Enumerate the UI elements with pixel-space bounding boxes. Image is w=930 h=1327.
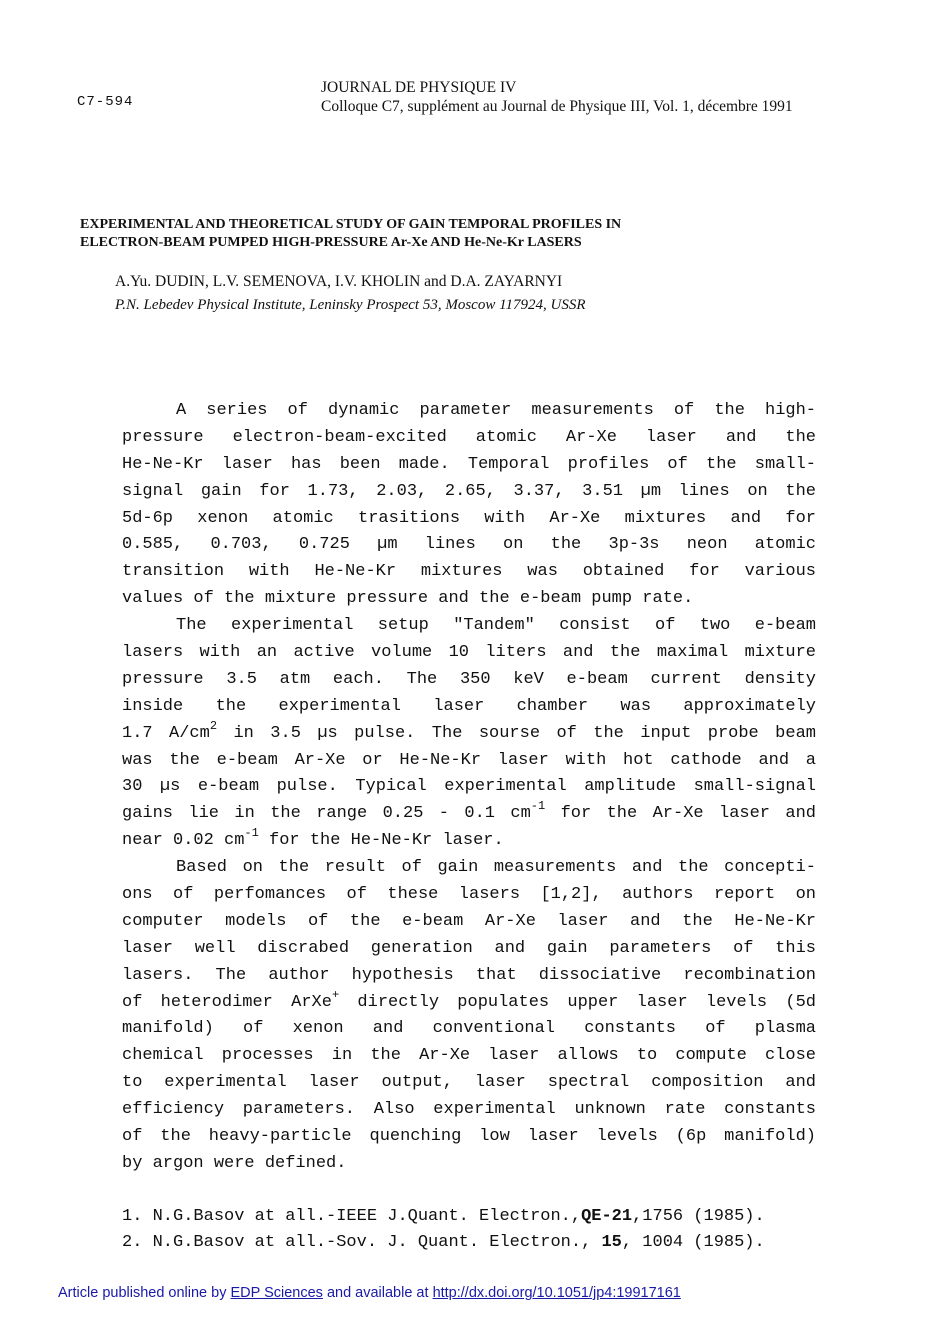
body-line: chemical processes in the Ar-Xe laser allows to compute close — [122, 1046, 816, 1066]
body-line: of the heavy-particle quenching low laser levels (6p manifold) — [122, 1127, 816, 1147]
doi-link[interactable]: http://dx.doi.org/10.1051/jp4:19917161 — [432, 1285, 681, 1301]
body-line: lasers with an active volume 10 liters and the maximal mixture — [122, 643, 816, 663]
body-line — [122, 718, 816, 748]
footer-text: and available at — [322, 1285, 433, 1301]
body-line: 0.585, 0.703, 0.725 µm lines on the 3p-3s neon atomic — [122, 535, 816, 555]
superscript: -1 — [244, 826, 259, 841]
reference-text: ,1756 (1985). — [632, 1207, 765, 1226]
text-run: in 3.5 µs pulse. The sourse of the input probe beam — [217, 723, 816, 743]
body-line: He-Ne-Kr laser has been made. Temporal profiles of the small- — [122, 454, 816, 474]
reference-text: 2. N.G.Basov at all.-Sov. J. Quant. Electron., — [122, 1233, 602, 1252]
body-line: by argon were defined. — [122, 1153, 347, 1173]
body-line: The experimental setup "Tandem" consist of two e-beam — [176, 616, 816, 636]
body-line: 30 µs e-beam pulse. Typical experimental amplitude small-signal — [122, 777, 816, 797]
text-run: for the He-Ne-Kr laser. — [258, 831, 504, 851]
body-line — [122, 801, 816, 828]
body-line: transition with He-Ne-Kr mixtures was obtained for various — [122, 562, 816, 582]
text-run: directly populates upper laser levels (5d — [339, 992, 816, 1012]
superscript: -1 — [530, 799, 546, 814]
body-line: computer models of the e-beam Ar-Xe laser and the He-Ne-Kr — [122, 911, 816, 931]
superscript: 2 — [209, 718, 218, 733]
journal-subtitle: Colloque C7, supplément au Journal de Physique III, Vol. 1, décembre 1991 — [321, 98, 793, 115]
reference-item — [122, 1230, 816, 1256]
footer-text: Article published online by — [58, 1285, 231, 1301]
body-line: ons of perfomances of these lasers [1,2], authors report on — [122, 885, 816, 905]
paper-title-line: ELECTRON-BEAM PUMPED HIGH-PRESSURE Ar-Xe AND He-Ne-Kr LASERS — [80, 235, 582, 250]
text-run: near 0.02 cm — [122, 831, 245, 851]
body-line: signal gain for 1.73, 2.03, 2.65, 3.37, 3.51 µm lines on the — [122, 481, 816, 501]
body-line: A series of dynamic parameter measurements of the high- — [176, 401, 816, 420]
body-line: to experimental laser output, laser spectral composition and — [122, 1073, 816, 1093]
superscript: + — [331, 987, 340, 1002]
text-run: for the Ar-Xe laser and — [545, 804, 816, 824]
reference-text: , 1004 (1985). — [621, 1233, 765, 1252]
body-line: pressure 3.5 atm each. The 350 keV e-beam current density — [122, 669, 816, 689]
body-line: values of the mixture pressure and the e-beam pump rate. — [122, 589, 694, 609]
body-line: inside the experimental laser chamber was approximately — [122, 696, 816, 716]
authors: A.Yu. DUDIN, L.V. SEMENOVA, I.V. KHOLIN and D.A. ZAYARNYI — [115, 273, 563, 290]
text-run: of heterodimer ArXe — [122, 992, 332, 1012]
body-line: efficiency parameters. Also experimental unknown rate constants — [122, 1100, 816, 1120]
affiliation: P.N. Lebedev Physical Institute, Leninsky Prospect 53, Moscow 117924, USSR — [115, 297, 586, 313]
body-line — [122, 828, 816, 855]
edp-sciences-link[interactable]: EDP Sciences — [230, 1285, 323, 1301]
text-run: 1.7 A/cm — [122, 723, 210, 743]
body-line: was the e-beam Ar-Xe or He-Ne-Kr laser with hot cathode and a — [122, 750, 816, 770]
body-line: Based on the result of gain measurements and the concepti- — [176, 858, 816, 878]
reference-volume: 15 — [601, 1233, 622, 1252]
body-line — [122, 987, 816, 1017]
journal-title: JOURNAL DE PHYSIQUE IV — [321, 79, 517, 96]
references — [122, 1204, 816, 1256]
body-line: 5d-6p xenon atomic trasitions with Ar-Xe mixtures and for — [122, 508, 816, 528]
reference-text: 1. N.G.Basov at all.-IEEE J.Quant. Electron., — [122, 1207, 582, 1226]
page-number: C7-594 — [77, 94, 134, 110]
body-line: pressure electron-beam-excited atomic Ar-Xe laser and the — [122, 427, 816, 447]
text-run: gains lie in the range 0.25 - 0.1 cm — [122, 804, 531, 824]
paper-title-line: EXPERIMENTAL AND THEORETICAL STUDY OF GAIN TEMPORAL PROFILES IN — [80, 217, 622, 232]
paper-title — [80, 216, 780, 252]
body-line: laser well discrabed generation and gain parameters of this — [122, 938, 816, 958]
body-line: lasers. The author hypothesis that dissociative recombination — [122, 965, 816, 985]
reference-item — [122, 1204, 816, 1230]
reference-volume: QE-21 — [581, 1207, 633, 1226]
body-line: manifold) of xenon and conventional constants of plasma — [122, 1019, 816, 1039]
publication-footer — [58, 1285, 681, 1301]
abstract-body — [122, 398, 816, 1178]
